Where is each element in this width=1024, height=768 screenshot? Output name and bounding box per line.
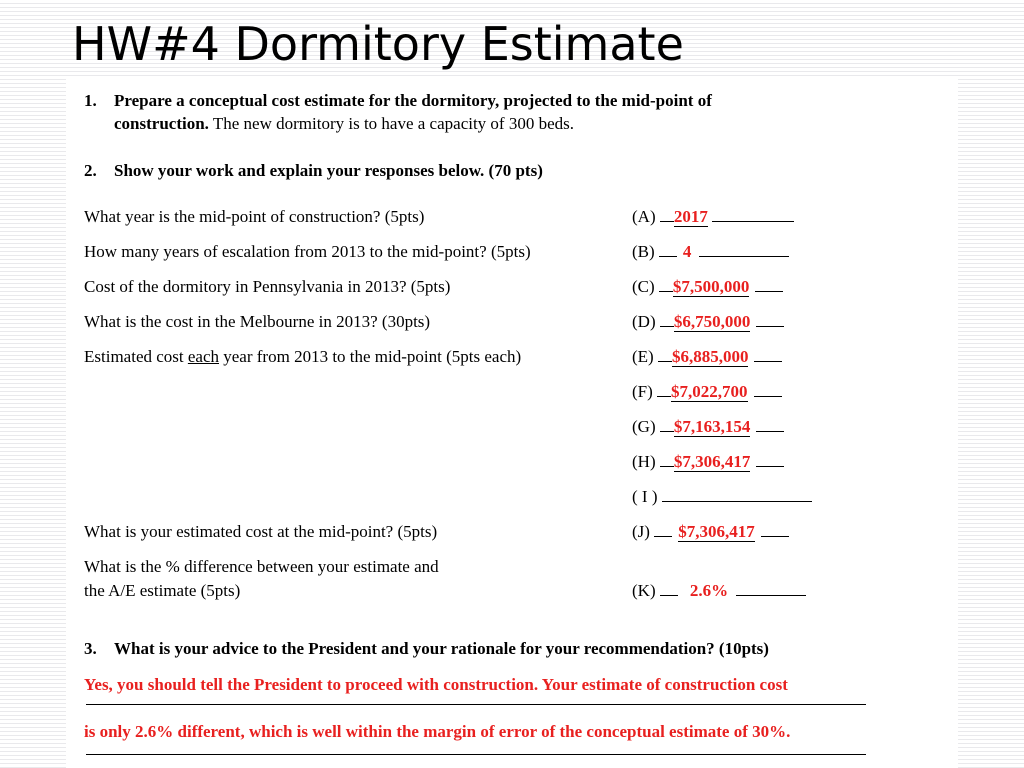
answer-g-label: (G): [632, 417, 660, 436]
answer-f-blank-right: [754, 382, 782, 397]
answer-c-value: $7,500,000: [672, 277, 750, 296]
answer-i: [632, 486, 812, 508]
section-3-answer-line-1: Yes, you should tell the President to proceed with construction. Your estimate of construction cost: [84, 675, 788, 694]
section-3-number: 3.: [84, 639, 97, 658]
answer-a-value: 2017: [673, 207, 708, 226]
answer-j: [632, 521, 789, 543]
answer-a-blank-right: [712, 207, 794, 222]
answer-h: [632, 451, 784, 473]
answer-b-blank-right: [699, 242, 789, 257]
answer-f-blank-left: [657, 382, 671, 397]
answer-c-label: (C): [632, 277, 659, 296]
answer-g-value: $7,163,154: [673, 417, 751, 436]
answer-j-blank-left: [654, 522, 672, 537]
section-3-heading: [84, 638, 769, 660]
slide-title: HW#4 Dormitory Estimate: [72, 17, 684, 71]
section-1-bold-line-1: Prepare a conceptual cost estimate for the dormitory, projected to the mid-point of: [114, 91, 712, 110]
answer-f-value: $7,022,700: [671, 382, 748, 401]
answer-a-label: (A): [632, 207, 660, 226]
question-a: What year is the mid-point of construction? (5pts): [84, 207, 425, 226]
answer-k-blank-right: [736, 581, 806, 596]
section-1-rest-line-2: The new dormitory is to have a capacity of 300 beds.: [208, 114, 575, 133]
section-2-number: 2.: [84, 161, 97, 180]
question-k-line-1: What is the % difference between your estimate and: [84, 557, 439, 576]
answer-f-label: (F): [632, 382, 658, 401]
question-e-underlined: each: [187, 347, 220, 366]
answer-j-value: $7,306,417: [678, 522, 755, 541]
answer-k-value: 2.6%: [689, 581, 729, 600]
answer-d-value: $6,750,000: [673, 312, 751, 331]
answer-a-blank-left: [660, 207, 674, 222]
answer-e-value: $6,885,000: [671, 347, 749, 366]
question-b: How many years of escalation from 2013 to the mid-point? (5pts): [84, 242, 531, 261]
answer-b: [632, 241, 789, 263]
answer-h-blank-right: [756, 452, 784, 467]
answer-c-blank-left: [659, 277, 673, 292]
answer-f: [632, 381, 782, 403]
answer-b-value: 4: [682, 242, 692, 261]
answer-g: [632, 416, 784, 438]
answer-e-label: (E): [632, 347, 658, 366]
section-3-answer-line-2: is only 2.6% different, which is well within the margin of error of the conceptual estimate of 30%.: [84, 722, 791, 741]
section-1-bold-line-2: construction.: [114, 114, 209, 133]
answer-k-blank-left: [660, 581, 678, 596]
section-1-line-1: [84, 90, 712, 112]
answer-a: [632, 206, 794, 228]
answer-i-blank: [662, 487, 812, 502]
answer-c-blank-right: [755, 277, 783, 292]
answer-d: [632, 311, 784, 333]
answer-rule-1: [86, 704, 866, 705]
answer-k: [632, 580, 806, 602]
answer-e-blank-left: [658, 347, 672, 362]
homework-document: [66, 76, 958, 768]
section-1-number: 1.: [84, 91, 97, 110]
answer-e-blank-right: [754, 347, 782, 362]
answer-g-blank-right: [756, 417, 784, 432]
question-d: What is the cost in the Melbourne in 2013? (30pts): [84, 312, 431, 331]
answer-g-blank-left: [660, 417, 674, 432]
question-e-post: year from 2013 to the mid-point (5pts each): [219, 347, 522, 366]
answer-h-value: $7,306,417: [673, 452, 751, 471]
section-1-line-2: [114, 113, 574, 135]
answer-b-label: (B): [632, 242, 659, 261]
section-3-heading-text: What is your advice to the President and your rationale for your recommendation? (10pts): [114, 639, 769, 658]
answer-d-label: (D): [632, 312, 660, 331]
question-e-pre: Estimated cost: [84, 347, 188, 366]
question-c: Cost of the dormitory in Pennsylvania in 2013? (5pts): [84, 277, 451, 296]
answer-j-label: (J): [632, 522, 655, 541]
answer-h-blank-left: [660, 452, 674, 467]
answer-i-label: ( I ): [632, 487, 662, 506]
answer-e: [632, 346, 782, 368]
answer-rule-2: [86, 754, 866, 755]
section-2-heading-text: Show your work and explain your responses below. (70 pts): [114, 161, 543, 180]
question-k-line-2: the A/E estimate (5pts): [84, 581, 241, 600]
answer-j-blank-right: [761, 522, 789, 537]
answer-d-blank-left: [660, 312, 674, 327]
answer-h-label: (H): [632, 452, 660, 471]
answer-b-blank-left: [659, 242, 677, 257]
question-e: [84, 346, 521, 368]
answer-k-label: (K): [632, 581, 660, 600]
answer-d-blank-right: [756, 312, 784, 327]
question-j: What is your estimated cost at the mid-point? (5pts): [84, 522, 438, 541]
answer-c: [632, 276, 783, 298]
section-2-heading: [84, 160, 543, 182]
